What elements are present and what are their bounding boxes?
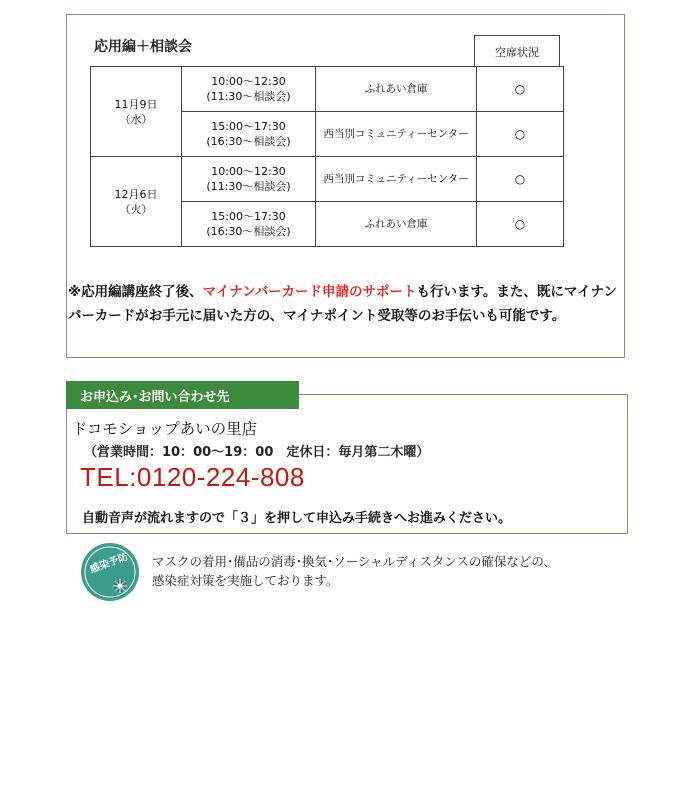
date-cell: 12月6日 （火） <box>91 157 182 247</box>
place-cell: 西当別コミュニティーセンター <box>316 112 477 157</box>
date-cell: 11月9日 （水） <box>91 67 182 157</box>
infection-line-1: マスクの着用･備品の消毒･換気･ソーシャルディスタンスの確保などの、 <box>152 554 556 569</box>
place-cell: ふれあい倉庫 <box>316 202 477 247</box>
table-row <box>91 67 564 112</box>
infection-prevention-text <box>152 552 622 590</box>
phone-instructions: 自動音声が流れますので「３」を押して申込み手続きへお進みください。 <box>82 511 512 526</box>
table-row <box>91 157 564 202</box>
status-cell: ○ <box>477 112 564 157</box>
status-cell: ○ <box>477 67 564 112</box>
note-highlight: マイナンバーカード申請のサポート <box>202 284 417 300</box>
phone-number[interactable]: TEL:0120-224-808 <box>80 462 305 492</box>
time-cell: 15:00～17:30 (16:30～相談会) <box>182 202 316 247</box>
status-cell: ○ <box>477 202 564 247</box>
time-cell: 10:00～12:30 (11:30～相談会) <box>182 157 316 202</box>
support-note <box>68 280 623 328</box>
contact-tab-label: お申込み･お問い合わせ先 <box>66 381 299 409</box>
badge-text: 感染予防 <box>88 551 130 576</box>
schedule-table <box>90 66 564 247</box>
shop-name: ドコモショップあいの里店 <box>72 420 258 438</box>
place-cell: ふれあい倉庫 <box>316 67 477 112</box>
business-hours: （営業時間：10：00～19：00 定休日：毎月第二木曜） <box>84 445 430 460</box>
schedule-title: 応用編＋相談会 <box>94 39 192 55</box>
infection-prevention-badge-icon <box>80 542 140 602</box>
time-cell: 10:00～12:30 (11:30～相談会) <box>182 67 316 112</box>
infection-line-2: 感染症対策を実施しております。 <box>152 573 339 588</box>
note-text-1: ※応用編講座終了後、 <box>68 284 203 300</box>
place-cell: 西当別コミュニティーセンター <box>316 157 477 202</box>
note-text-2: も行います。また、既にマイナンバーカードがお手元に届いた方の、マイナポイント受取等のお手伝いも可能です。 <box>68 284 617 324</box>
time-cell: 15:00～17:30 (16:30～相談会) <box>182 112 316 157</box>
status-cell: ○ <box>477 157 564 202</box>
status-column-header: 空席状況 <box>474 35 560 67</box>
